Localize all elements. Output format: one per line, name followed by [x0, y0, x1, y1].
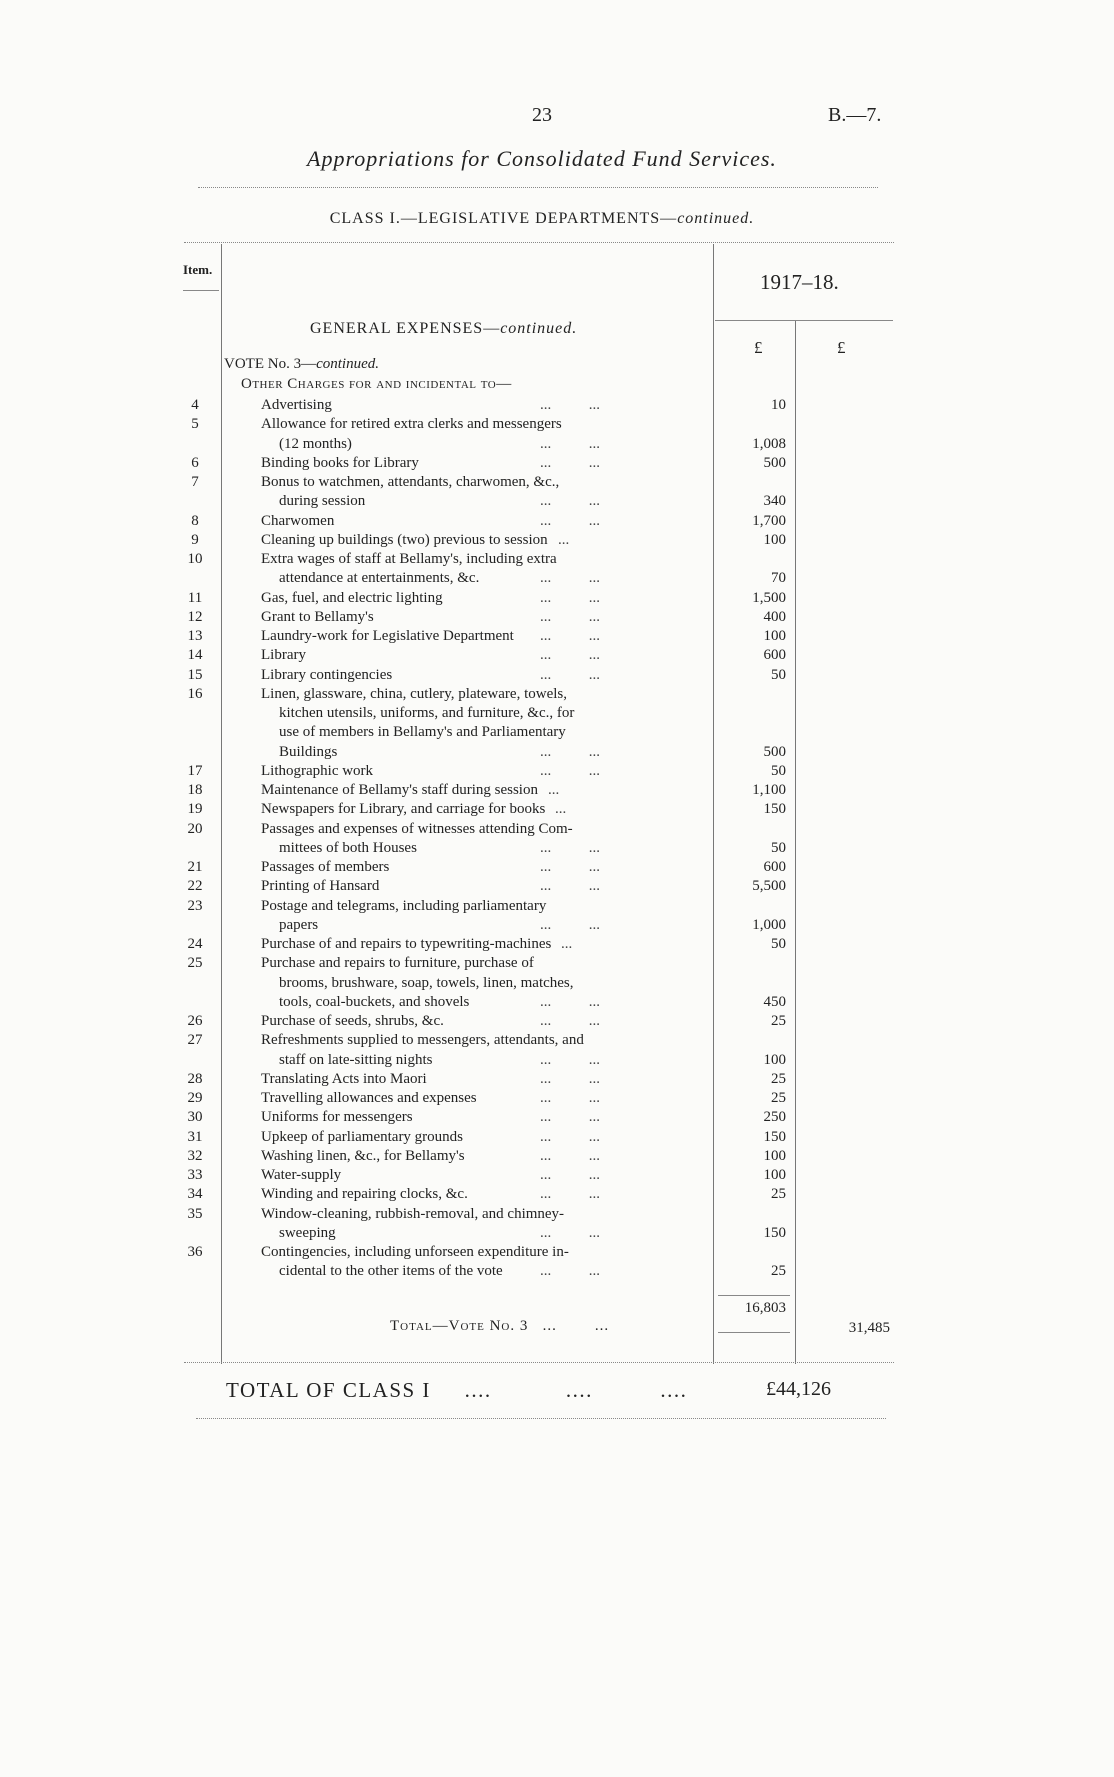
item-description: Water-supply	[261, 1167, 342, 1183]
item-description: Winding and repairing clocks, &c.	[261, 1186, 468, 1203]
item-description: Washing linen, &c., for Bellamy's	[261, 1147, 465, 1164]
item-amount: 25	[771, 1186, 786, 1203]
leader-dots: ... ...	[540, 570, 600, 587]
total-vote-label: Total—Vote No. 3 ... ...	[390, 1318, 610, 1334]
item-amount: 500	[763, 743, 786, 760]
leader-dots: ... ...	[540, 878, 600, 895]
leader-dots: ... ...	[540, 1109, 600, 1126]
item-amount: 150	[763, 1224, 786, 1241]
item-description: Window-cleaning, rubbish-removal, and chimney-	[261, 1205, 565, 1222]
page-number: 23	[532, 104, 552, 126]
item-number: 9	[191, 531, 199, 548]
item-number: 15	[187, 666, 203, 683]
table-row	[0, 396, 1114, 415]
item-amount: 340	[763, 493, 786, 510]
table-row	[0, 1205, 1114, 1224]
item-amount: 600	[763, 859, 786, 875]
table-row	[0, 974, 1114, 993]
item-description: Purchase of seeds, shrubs, &c.	[261, 1013, 444, 1029]
item-amount: 150	[763, 801, 786, 818]
item-number: 12	[187, 608, 203, 625]
item-description: Laundry-work for Legislative Department	[261, 628, 514, 644]
leader-dots: ... ...	[540, 512, 600, 529]
item-amount: 400	[763, 608, 786, 625]
item-description: Passages of members	[261, 859, 390, 875]
table-row	[0, 781, 1114, 800]
table-row	[0, 608, 1114, 627]
class-total-label: TOTAL OF CLASS I .... .... ....	[226, 1378, 688, 1402]
item-number: 29	[187, 1090, 203, 1106]
item-number: 8	[191, 512, 199, 529]
item-description: Allowance for retired extra clerks and messengers	[261, 416, 562, 433]
item-number: 6	[191, 454, 199, 471]
item-amount: 1,500	[752, 589, 786, 606]
table-row	[0, 512, 1114, 531]
leader-dots: ... ...	[540, 762, 600, 779]
leader-dots: ... ...	[540, 916, 600, 933]
item-description: Maintenance of Bellamy's staff during session	[261, 782, 538, 798]
item-number: 30	[187, 1109, 203, 1126]
leader-dots: ...	[561, 936, 573, 952]
item-amount: 100	[763, 1167, 786, 1183]
table-row	[0, 1108, 1114, 1127]
item-amount: 100	[763, 628, 786, 644]
item-description: Refreshments supplied to messengers, attendants, and	[261, 1032, 584, 1049]
item-description: during session	[279, 493, 366, 510]
item-amount: 250	[763, 1109, 786, 1126]
table-row	[0, 415, 1114, 434]
item-description: Advertising	[261, 397, 332, 413]
table-row	[0, 1128, 1114, 1147]
year-header: 1917–18.	[760, 270, 839, 294]
item-description: Upkeep of parliamentary grounds	[261, 1128, 464, 1145]
table-row	[0, 627, 1114, 646]
leader-dots: ... ...	[540, 1070, 600, 1087]
item-number: 19	[187, 801, 203, 818]
table-row	[0, 897, 1114, 916]
item-description: tools, coal-buckets, and shovels	[279, 993, 470, 1010]
item-number: 27	[187, 1032, 203, 1049]
item-description: Buildings	[279, 743, 338, 760]
table-row	[0, 589, 1114, 608]
item-description: Grant to Bellamy's	[261, 608, 374, 625]
item-description: Travelling allowances and expenses	[261, 1090, 477, 1106]
leader-dots: ... ...	[540, 743, 600, 760]
item-description: papers	[279, 916, 319, 933]
table-row	[0, 1089, 1114, 1108]
table-row	[0, 858, 1114, 877]
leader-dots: ... ...	[540, 493, 600, 510]
item-number: 23	[187, 897, 203, 914]
item-description: Postage and telegrams, including parliamentary	[261, 897, 547, 914]
item-description: Extra wages of staff at Bellamy's, including extra	[261, 551, 557, 567]
table-row	[0, 762, 1114, 781]
item-number: 36	[187, 1244, 203, 1260]
item-number: 5	[191, 416, 199, 433]
item-amount: 100	[763, 531, 786, 548]
table-row	[0, 916, 1114, 935]
document-reference: B.—7.	[828, 104, 882, 126]
item-number: 14	[187, 647, 203, 664]
rule-top	[198, 187, 878, 188]
leader-dots: ... ...	[540, 1186, 600, 1203]
table-row	[0, 646, 1114, 665]
table-row	[0, 1070, 1114, 1089]
table-row	[0, 820, 1114, 839]
leader-dots: ... ...	[540, 993, 600, 1010]
item-number: 7	[191, 474, 199, 490]
subtotal-rule	[718, 1295, 790, 1296]
item-number: 22	[187, 878, 203, 895]
rule-table-top	[184, 242, 894, 243]
item-amount: 25	[771, 1263, 786, 1280]
leader-dots: ... ...	[540, 1263, 600, 1280]
item-amount: 150	[763, 1128, 786, 1145]
page-title: Appropriations for Consolidated Fund Services.	[307, 146, 777, 171]
item-number: 35	[187, 1205, 203, 1222]
item-number: 28	[187, 1070, 203, 1087]
leader-dots: ... ...	[540, 1224, 600, 1241]
table-row	[0, 1147, 1114, 1166]
item-description: Contingencies, including unforseen expenditure in-	[261, 1244, 569, 1260]
item-number: 25	[187, 955, 203, 972]
subtotal-amount: 16,803	[744, 1300, 786, 1316]
table-row	[0, 492, 1114, 511]
item-number: 13	[187, 628, 203, 644]
table-row	[0, 473, 1114, 492]
item-number: 20	[187, 820, 203, 837]
item-description: Cleaning up buildings (two) previous to session	[261, 531, 548, 548]
item-description: Purchase of and repairs to typewriting-machines	[261, 936, 552, 952]
item-amount: 600	[763, 647, 786, 664]
item-amount: 1,100	[752, 782, 786, 798]
table-row	[0, 993, 1114, 1012]
table-row	[0, 877, 1114, 896]
item-description: Lithographic work	[261, 762, 374, 779]
item-amount: 50	[771, 666, 786, 683]
vote-label: VOTE No. 3—continued.	[224, 356, 379, 372]
item-description: sweeping	[279, 1224, 336, 1241]
item-description: cidental to the other items of the vote	[279, 1263, 503, 1280]
pound-symbol-total: £	[837, 338, 846, 357]
item-description: attendance at entertainments, &c.	[279, 570, 480, 587]
item-amount: 50	[771, 839, 786, 856]
class-heading: CLASS I.—LEGISLATIVE DEPARTMENTS—continued.	[329, 210, 755, 227]
table-row	[0, 1031, 1114, 1050]
pound-symbol-items: £	[754, 338, 763, 357]
item-description: Newspapers for Library, and carriage for books	[261, 801, 546, 818]
table-row	[0, 454, 1114, 473]
leader-dots: ... ...	[540, 859, 600, 875]
table-row	[0, 1012, 1114, 1031]
item-description: kitchen utensils, uniforms, and furniture, &c., for	[279, 705, 575, 721]
item-number: 17	[187, 762, 203, 779]
table-row	[0, 685, 1114, 704]
leader-dots: ...	[558, 531, 570, 548]
item-number: 18	[187, 782, 203, 798]
leader-dots: ... ...	[540, 666, 600, 683]
other-charges-heading: Other Charges for and incidental to—	[241, 376, 512, 392]
item-description: Translating Acts into Maori	[261, 1070, 427, 1087]
table-row	[0, 935, 1114, 954]
year-header-rule	[715, 320, 893, 321]
leader-dots: ... ...	[540, 839, 600, 856]
item-number: 26	[187, 1013, 203, 1029]
item-number: 16	[187, 685, 203, 702]
item-amount: 100	[763, 1147, 786, 1164]
item-number: 4	[191, 397, 199, 413]
section-heading: GENERAL EXPENSES—continued.	[310, 320, 578, 337]
item-amount: 500	[763, 454, 786, 471]
item-number: 33	[187, 1167, 203, 1183]
item-amount: 50	[771, 936, 786, 952]
table-row	[0, 704, 1114, 723]
item-description: Passages and expenses of witnesses attending Com-	[261, 820, 573, 837]
item-description: Printing of Hansard	[261, 878, 380, 895]
leader-dots: ... ...	[540, 435, 600, 452]
item-amount: 100	[763, 1051, 786, 1068]
item-description: Bonus to watchmen, attendants, charwomen, &c.,	[261, 474, 560, 490]
leader-dots: ... ...	[540, 628, 600, 644]
item-number: 31	[187, 1128, 203, 1145]
item-description: Uniforms for messengers	[261, 1109, 413, 1126]
item-number: 11	[187, 589, 203, 606]
item-number: 10	[187, 551, 203, 567]
table-row	[0, 666, 1114, 685]
item-amount: 450	[763, 993, 786, 1010]
table-row	[0, 1051, 1114, 1070]
leader-dots: ... ...	[540, 1090, 600, 1106]
item-amount: 1,008	[752, 435, 786, 452]
leader-dots: ... ...	[540, 608, 600, 625]
item-description: Library	[261, 647, 306, 664]
item-header-rule	[183, 290, 219, 291]
leader-dots: ... ...	[540, 454, 600, 471]
leader-dots: ... ...	[540, 1051, 600, 1068]
table-row	[0, 1243, 1114, 1262]
item-amount: 25	[771, 1090, 786, 1106]
table-row	[0, 800, 1114, 819]
class-total-amount: £44,126	[766, 1378, 831, 1400]
table-row	[0, 550, 1114, 569]
leader-dots: ...	[555, 801, 567, 818]
table-row	[0, 435, 1114, 454]
table-row	[0, 723, 1114, 742]
item-description: Library contingencies	[261, 666, 393, 683]
leader-dots: ... ...	[540, 397, 600, 413]
item-description: staff on late-sitting nights	[279, 1051, 433, 1068]
leader-dots: ... ...	[540, 1013, 600, 1029]
item-description: Purchase and repairs to furniture, purchase of	[261, 955, 534, 972]
rule-table-bottom	[184, 1362, 894, 1363]
item-column-header: Item.	[183, 262, 213, 277]
item-number: 24	[187, 936, 203, 952]
table-row	[0, 569, 1114, 588]
item-amount: 25	[771, 1070, 786, 1087]
leader-dots: ... ...	[540, 1128, 600, 1145]
item-number: 21	[187, 859, 203, 875]
item-description: mittees of both Houses	[279, 839, 417, 856]
item-amount: 1,000	[752, 916, 786, 933]
vote-total-amount: 31,485	[848, 1320, 890, 1336]
leader-dots: ...	[548, 782, 560, 798]
table-row	[0, 1262, 1114, 1281]
item-description: brooms, brushware, soap, towels, linen, matches,	[279, 974, 574, 991]
table-row	[0, 954, 1114, 973]
table-row	[0, 531, 1114, 550]
item-description: Binding books for Library	[261, 454, 419, 471]
item-number: 32	[187, 1147, 203, 1164]
item-description: Charwomen	[261, 512, 335, 529]
leader-dots: ... ...	[540, 647, 600, 664]
table-row	[0, 839, 1114, 858]
item-amount: 25	[771, 1013, 786, 1029]
item-amount: 1,700	[752, 512, 786, 529]
item-amount: 50	[771, 762, 786, 779]
item-amount: 5,500	[752, 878, 786, 895]
item-description: Gas, fuel, and electric lighting	[261, 589, 443, 606]
table-row	[0, 743, 1114, 762]
leader-dots: ... ...	[540, 1147, 600, 1164]
leader-dots: ... ...	[540, 1167, 600, 1183]
total-rule	[718, 1332, 790, 1333]
item-amount: 10	[771, 397, 786, 413]
item-description: (12 months)	[279, 435, 352, 452]
table-row	[0, 1224, 1114, 1243]
table-row	[0, 1185, 1114, 1204]
item-description: Linen, glassware, china, cutlery, plateware, towels,	[261, 685, 567, 702]
leader-dots: ... ...	[540, 589, 600, 606]
table-row	[0, 1166, 1114, 1185]
rule-bottom	[196, 1418, 886, 1419]
item-number: 34	[187, 1186, 203, 1203]
item-description: use of members in Bellamy's and Parliamentary	[279, 724, 566, 741]
item-amount: 70	[771, 570, 786, 587]
